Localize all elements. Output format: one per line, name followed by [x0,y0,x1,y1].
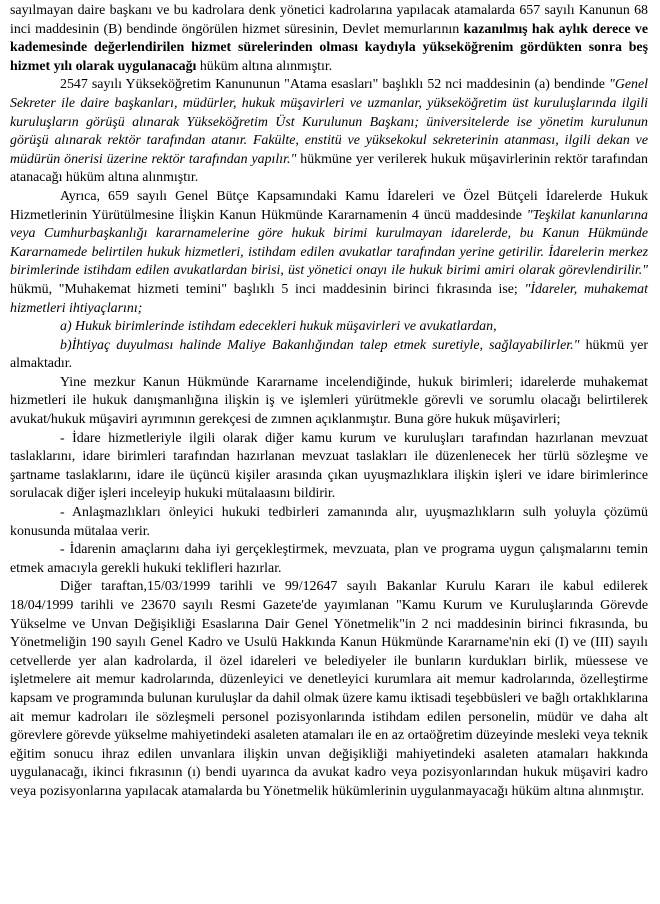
text-segment: hükmü yer almaktadır. [10,337,648,372]
paragraph-5: - İdare hizmetleriyle ilgili olarak diğer kamu kurum ve kuruluşları tarafından hazırlanan mevzuat taslaklarını, idare birimleri tarafından hazırlanan mevzuat taslakları ile düzenlenecek her türlü sözleşme ve şartname taslaklarını, idare ile üçüncü kişiler arasında çıkan uyuşmazlıklara ilişkin işleri ve idare birimlerince sorulacak diğer işleri inceleyip hukuki mütalaasını bildirir. [10,430,648,502]
quoted-text: "Genel Sekreter ile daire başkanları, müdürler, hukuk müşavirleri ve uzmanlar, yükseköğretim üst kuruluşlarında ilgili kuruluşların görüşü alınarak Yükseköğretim Üst Kurulunun Başkanı; üniversitelerde ise yönetim kurulunun görüşü alınarak rektör tarafından atanır. Fakülte, enstitü ve yüksekokul sekreterinin atanması, ilgili dekan ve müdürün önerisi üzerine rektör tarafından yapılır." [10,77,648,167]
paragraph-6: - Anlaşmazlıkları önleyici hukuki tedbirleri zamanında alır, uyuşmazlıkların sulh yoluyla çözümü konusunda mütalaa verir. [10,505,648,539]
bold-text: kazanılmış hak aylık derece ve kademesinde değerlendirilen hizmet sürelerinden olması kaydıyla yükseköğrenim gördükten sonra beş hizmet yılı olarak uygulanacağı [10,21,648,74]
text-segment: hükmü, "Muhakemat hizmeti temini" başlıklı 5 inci maddesinin birinci fıkrasında ise; [10,281,525,297]
text-segment: 2547 sayılı Yükseköğretim Kanununun "Atama esasları" başlıklı 52 nci maddesinin (a) bendinde [60,77,609,93]
paragraph-3 [10,188,648,318]
text-segment: sayılmayan daire başkanı ve bu kadrolara denk yönetici kadrolarına yapılacak atamalarda 657 sayılı Kanunun 68 inci maddesinin (B) bendinde öngörülen hizmet süresinin, Devlet memurlarının [10,3,648,37]
list-item-b [10,337,648,374]
paragraph-4: Yine mezkur Kanun Hükmünde Kararname incelendiğinde, hukuk birimleri; idarelerde muhakemat hizmetleri ile hukuk danışmanlığına ilişkin iş ve işlemleri yürütmekle görevli ve sorumlu olacağı belirtilerek avukat/hukuk müşaviri ayrımının gerekçesi de zımnen açıklanmıştır. Buna göre hukuk müşavirleri; [10,374,648,428]
paragraph-1 [10,2,648,76]
quoted-text: "İdareler, muhakemat hizmetleri ihtiyaçlarını; [10,281,648,316]
quoted-text: b)İhtiyaç duyulması halinde Maliye Bakanlığından talep etmek suretiyle, sağlayabilirler." [60,337,580,353]
paragraph-7: - İdarenin amaçlarını daha iyi gerçekleştirmek, mevzuata, plan ve programa uygun çalışmalarını temin etmek amacıyla gerekli hukuki teklifleri hazırlar. [10,542,648,576]
text-segment: Ayrıca, 659 sayılı Genel Bütçe Kapsamındaki Kamu İdareleri ve Özel Bütçeli İdarelerde Hukuk Hizmetlerinin Yürütülmesine İlişkin Kanun Hükmünde Kararnamenin 4 üncü maddesinde [10,188,648,223]
quoted-text: "Teşkilat kanunlarına veya Cumhurbaşkanlığı kararnamelerine göre hukuk birimi kurulmayan idarelerde, bu Kanun Hükmünde Kararnamede belirtilen hukuk hizmetleri, istihdam edilen avukatlar tarafından yerine getirilir. İdarelerin merkez birimlerinde istihdam edilen avukatlardan birisi, üst yönetici onayı ile hukuk birimi amiri olarak görevlendirilir." [10,207,649,279]
paragraph-2 [10,76,648,188]
text-segment: hükmüne yer verilerek hukuk müşavirlerinin rektör tarafından atanacağı hüküm altına alınmıştır. [10,151,648,186]
paragraph-8: Diğer taraftan,15/03/1999 tarihli ve 99/12647 sayılı Bakanlar Kurulu Kararı ile kabul edilerek 18/04/1999 tarihli ve 23670 sayılı Resmi Gazete'de yayımlanan "Kamu Kurum ve Kuruluşlarında Görevde Yükselme ve Unvan Değişikliği Esaslarına Dair Genel Yönetmelik"in 2 nci maddesinin birinci fıkrasında, bu Yönetmeliğin 190 sayılı Genel Kadro ve Usulü Hakkında Kanun Hükmünde Kararname'nin eki (I) ve (III) sayılı cetvellerde yer alan kadrolarda, il özel idareleri ve belediyeler ile bunların kurdukları birlik, müessese ve işletmelere ait memur kadrolarında, düzenleyici ve denetleyici kurumlara ait memur kadrolarında, özelleştirme kapsam ve programında bulunan kuruluşlar da dahil olmak üzere kamu iktisadi teşebbüsleri ve bağlı ortaklıklarına ait memur kadroları ile sözleşmeli personel pozisyonlarında istihdam edilen personelin, müdür ve daha alt görevlere görevde yükselme mahiyetindeki asaleten atamaları ile en az ortaöğretim düzeyinde mesleki veya teknik eğitim sonucu ihraz edilen unvanlara ilişkin unvan değişikliği mahiyetindeki asaleten atamaları hakkında uygulanacağı, ikinci fıkrasının (ı) bendi uyarınca da avukat kadro veya pozisyonlarından hukuk müşaviri kadro veya pozisyonlarına yapılacak atamalarda bu Yönetmelik hükümlerinin uygulanmayacağı hüküm altına alınmıştır. [10,579,648,799]
text-segment: hüküm altına alınmıştır. [196,58,333,74]
list-item-a: a) Hukuk birimlerinde istihdam edecekleri hukuk müşavirleri ve avukatlardan, [60,319,497,335]
